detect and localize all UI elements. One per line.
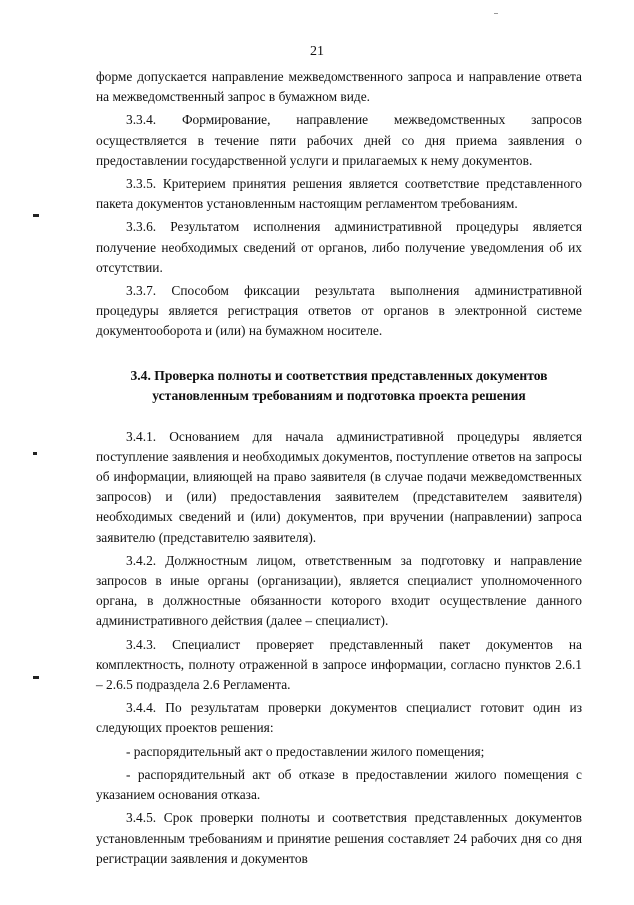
paragraph: 3.4.2. Должностным лицом, ответственным за подготовку и направление запросов в иные органы (организации), является специалист уполномоченного органа, в должностные обязанности которого входит осуществление данного административного действия (далее – специалист).: [96, 552, 582, 629]
scan-mark: [33, 452, 37, 455]
paragraph: 3.3.5. Критерием принятия решения является соответствие представленного пакета документов установленным настоящим регламентом требованиям.: [96, 176, 582, 212]
paragraph: 3.3.7. Способом фиксации результата выполнения административной процедуры является регистрация ответов от органов в электронной системе документооборота и (или) на бумажном носителе.: [96, 283, 582, 339]
document-body: [96, 67, 582, 872]
paragraph: 3.3.4. Формирование, направление межведомственных запросов осуществляется в течение пяти рабочих дней со дня приема заявления о предоставлении государственной услуги и прилагаемых к нему документов.: [96, 112, 582, 168]
paragraph: 3.4.1. Основанием для начала административной процедуры является поступление заявления и необходимых документов, поступление ответов на запросы об информации, влияющей на право заявителя (в случае подачи межведомственных запросов) и (или) предоставления заявителем (представителем заявителя) необходимых сведений и (или) документов, при вручении (направлении) запроса заявителю (представителю заявителя).: [96, 428, 582, 545]
scan-mark: [33, 676, 39, 679]
list-item: - распорядительный акт об отказе в предоставлении жилого помещения с указанием основания отказа.: [96, 766, 582, 803]
scan-mark: [494, 13, 498, 14]
paragraph: 3.4.3. Специалист проверяет представленный пакет документов на комплектность, полноту отраженной в запросе информации, согласно пунктов 2.6.1 – 2.6.5 подраздела 2.6 Регламента.: [96, 636, 582, 693]
list-item: - распорядительный акт о предоставлении жилого помещения;: [126, 743, 485, 759]
scan-mark: [33, 214, 39, 217]
section-heading: 3.4. Проверка полноты и соответствия представленных документов установленным требованиям и подготовка проекта решения: [130, 367, 548, 403]
paragraph: 3.4.5. Срок проверки полноты и соответствия представленных документов установленным требованиям и принятие решения составляет 24 рабочих дня со дня регистрации заявления и документов: [96, 810, 582, 866]
paragraph: 3.3.6. Результатом исполнения административной процедуры является получение необходимых сведений от органов, либо получение уведомления об их отсутствии.: [96, 219, 582, 275]
page-number: 21: [310, 44, 324, 59]
paragraph: форме допускается направление межведомственного запроса и направление ответа на межведомственный запрос в бумажном виде.: [96, 69, 582, 105]
paragraph: 3.4.4. По результатам проверки документов специалист готовит один из следующих проектов решения:: [96, 700, 582, 736]
